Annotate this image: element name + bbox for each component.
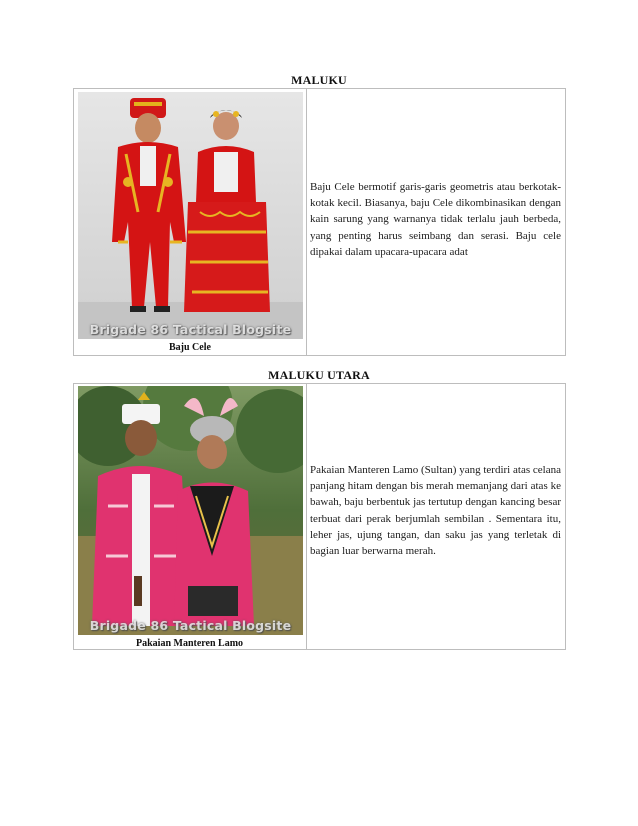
section-title-maluku: MALUKU	[291, 73, 347, 87]
watermark-text: Brigade 86 Tactical Blogsite	[89, 322, 292, 337]
watermark-text: Brigade 86 Tactical Blogsite	[89, 618, 292, 633]
photo-cell-maluku-utara	[74, 384, 307, 649]
region-table-maluku	[73, 88, 566, 356]
region-table-maluku-utara	[73, 383, 566, 650]
photo-cell-maluku	[74, 89, 307, 355]
photo-caption-manteren-lamo: Pakaian Manteren Lamo	[136, 638, 244, 649]
pakaian-manteren-lamo-photo	[78, 386, 303, 635]
description-manteren-lamo: Pakaian Manteren Lamo (Sultan) yang terdiri atas celana panjang hitam dengan bis merah memanjang dari atas ke bawah, baju berbentuk jas tertutup dengan kancing besar terbuat dari perak berjumlah sembilan . Sementara itu, leher jas, ujung tangan, dan saku jas yang terletak di bagian luar berwarna merah.	[310, 464, 561, 558]
text-cell-maluku-utara	[307, 384, 565, 649]
text-cell-maluku	[307, 89, 565, 355]
baju-cele-photo	[78, 92, 303, 339]
section-title-maluku-utara: MALUKU UTARA	[268, 368, 370, 382]
photo-caption-baju-cele: Baju Cele	[169, 342, 211, 353]
description-baju-cele: Baju Cele bermotif garis-garis geometris atau berkotak-kotak kecil. Biasanya, baju Cele dikombinasikan dengan kain sarung yang warnanya tidak terlalu jauh berbeda, yang penting harus seimbang dan serasi. Baju cele dipakai dalam upacara-upacara adat	[310, 181, 561, 258]
